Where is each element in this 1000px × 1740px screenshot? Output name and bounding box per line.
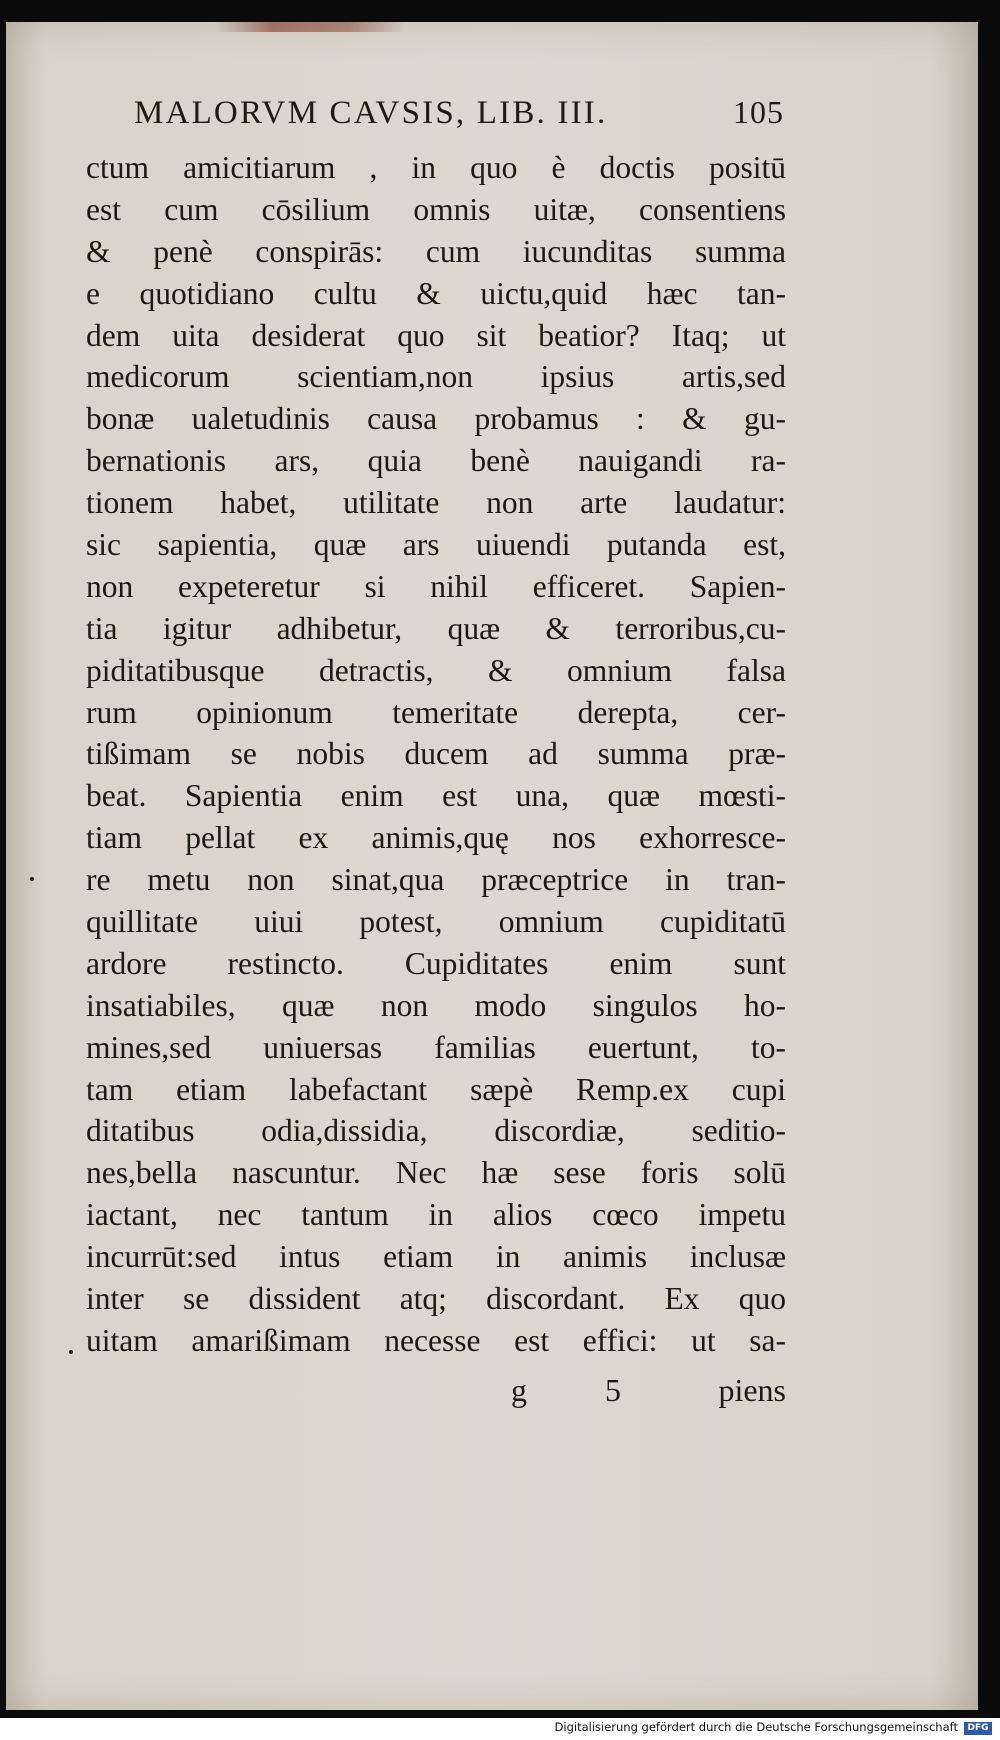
text-line: incurrūt:sed intus etiam in animis inclusæ <box>86 1239 786 1275</box>
text-line: tißimam se nobis ducem ad summa præ- <box>86 736 786 772</box>
text-line: tam etiam labefactant sæpè Remp.ex cupi <box>86 1071 786 1107</box>
body-text <box>86 147 786 1362</box>
page-edge-stain <box>216 22 406 32</box>
funding-note: Digitalisierung gefördert durch die Deutsche Forschungsgemeinschaft <box>554 1720 958 1734</box>
text-line: uitam amarißimam necesse est effici: ut sa- <box>86 1322 786 1358</box>
signature-mark <box>511 1372 621 1409</box>
text-line: mines,sed uniuersas familias euertunt, to- <box>86 1029 786 1065</box>
text-line: est cum cōsilium omnis uitæ, consentiens <box>86 191 786 227</box>
text-line: ditatibus odia,dissidia, discordiæ, seditio- <box>86 1113 786 1149</box>
catchline <box>511 1372 786 1416</box>
text-line: re metu non sinat,qua præceptrice in tran- <box>86 862 786 898</box>
margin-speck <box>69 1350 73 1354</box>
text-line: inter se dissident atq; discordant. Ex quo <box>86 1281 786 1317</box>
text-line: tiam pellat ex animis,quę nos exhorresce- <box>86 820 786 856</box>
text-line: dem uita desiderat quo sit beatior? Itaq; ut <box>86 317 786 353</box>
catchword: piens <box>718 1372 786 1408</box>
text-line: sic sapientia, quæ ars uiuendi putanda est, <box>86 527 786 563</box>
text-line: iactant, nec tantum in alios cœco impetu <box>86 1197 786 1233</box>
text-line: quillitate uiui potest, omnium cupiditatū <box>86 904 786 940</box>
text-line: nes,bella nascuntur. Nec hæ sese foris solū <box>86 1155 786 1191</box>
running-head-title: MALORVM CAVSIS, LIB. III. <box>134 95 608 131</box>
text-line: beat. Sapientia enim est una, quæ mœsti- <box>86 778 786 814</box>
text-line: non expeteretur si nihil efficeret. Sapien- <box>86 568 786 604</box>
text-line: bernationis ars, quia benè nauigandi ra- <box>86 443 786 479</box>
text-line: tionem habet, utilitate non arte laudatur: <box>86 485 786 521</box>
dfg-logo-icon: DFG <box>964 1722 992 1735</box>
text-line: medicorum scientiam,non ipsius artis,sed <box>86 359 786 395</box>
funding-footer <box>0 1718 1000 1740</box>
text-line: ardore restincto. Cupiditates enim sunt <box>86 945 786 981</box>
text-line: tia igitur adhibetur, quæ & terroribus,cu- <box>86 610 786 646</box>
text-line: e quotidiano cultu & uictu,quid hæc tan- <box>86 275 786 311</box>
signature-letter: g <box>511 1372 527 1408</box>
text-line: piditatibusque detractis, & omnium falsa <box>86 652 786 688</box>
text-line: rum opinionum temeritate derepta, cer- <box>86 694 786 730</box>
text-line: & penè conspirās: cum iucunditas summa <box>86 233 786 269</box>
book-page <box>6 22 978 1710</box>
running-head <box>134 94 784 134</box>
signature-number: 5 <box>605 1372 621 1408</box>
text-line: ctum amicitiarum , in quo è doctis positū <box>86 150 786 185</box>
text-line: bonæ ualetudinis causa probamus : & gu- <box>86 401 786 437</box>
page-number: 105 <box>733 94 784 130</box>
text-line: insatiabiles, quæ non modo singulos ho- <box>86 987 786 1023</box>
margin-speck <box>30 877 34 881</box>
